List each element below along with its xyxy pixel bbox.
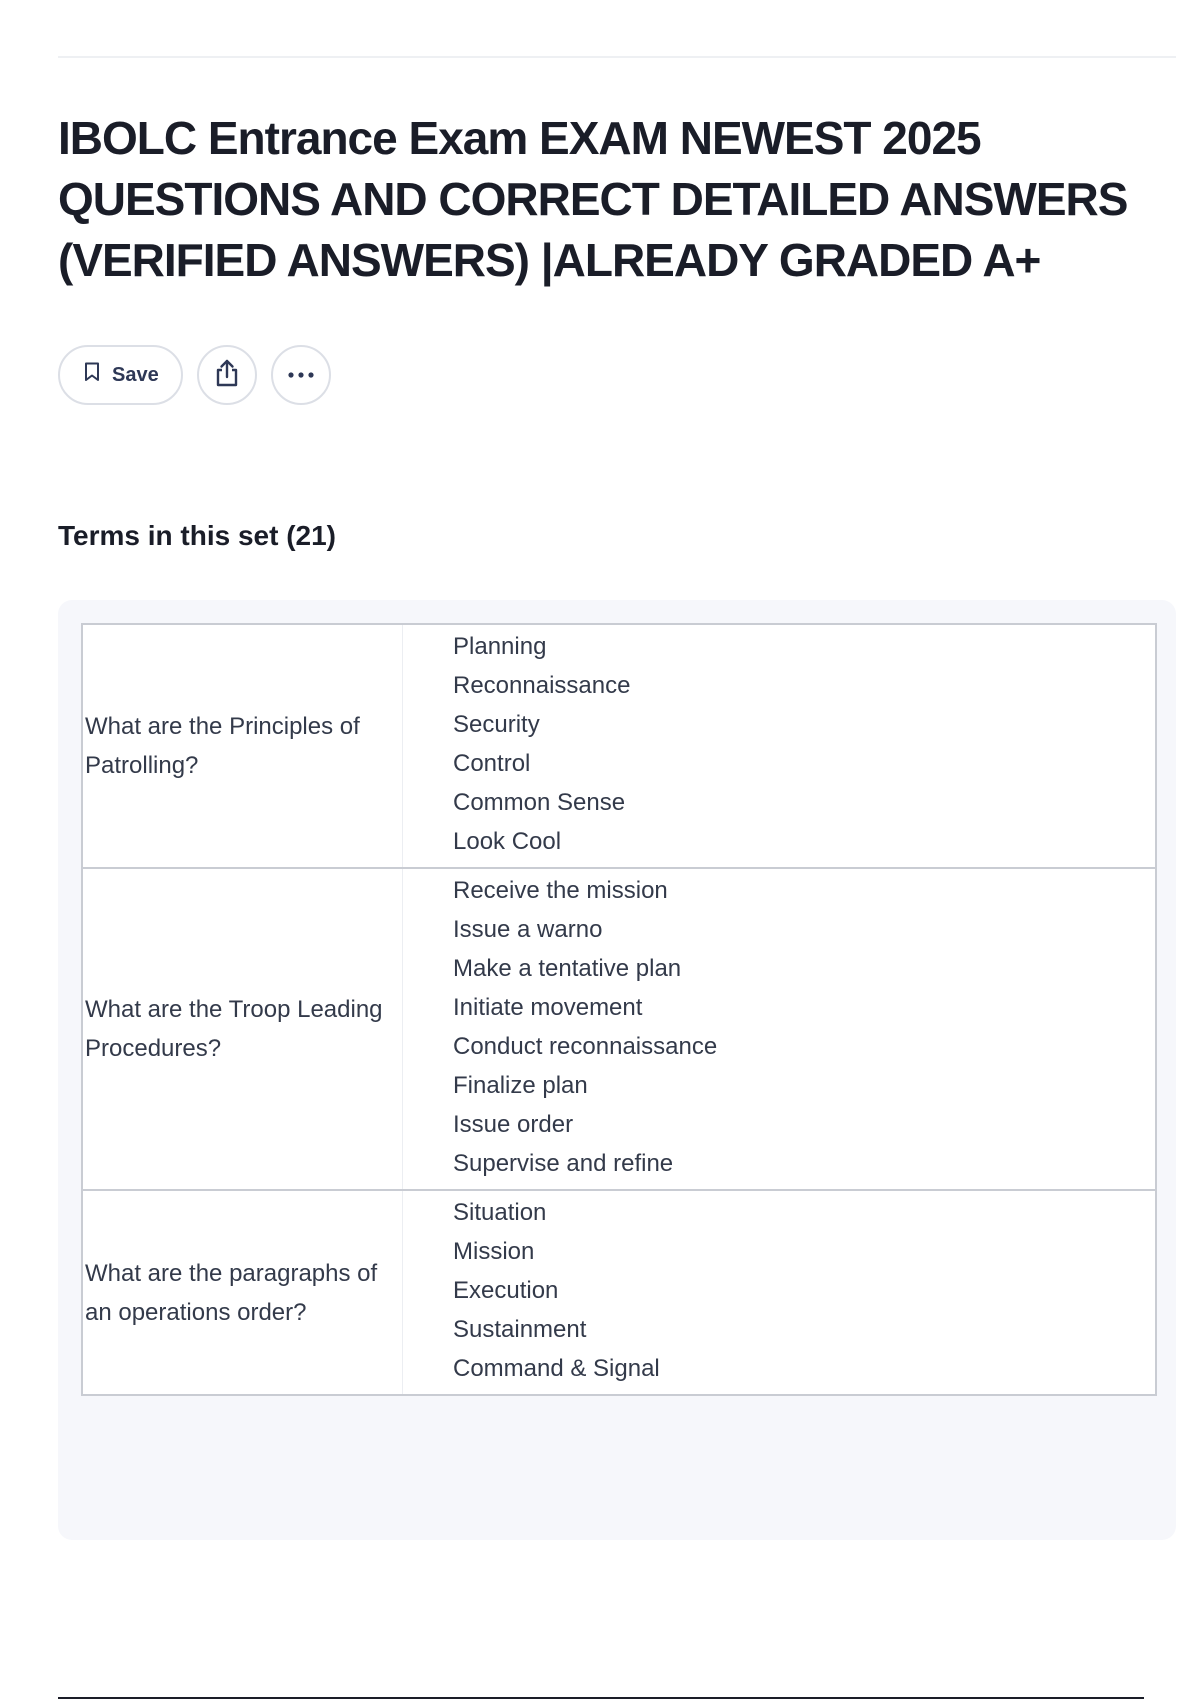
definition-line: Sustainment [453,1316,587,1343]
definition-line: Execution [453,1277,559,1304]
definition-line: Receive the mission [453,877,668,904]
term-text: What are the paragraphs of an operations order? [83,1191,403,1394]
action-bar [58,345,331,405]
definition-line: Planning [453,633,547,660]
definition-line: Command & Signal [453,1355,660,1382]
definition-line: Look Cool [453,828,562,855]
save-button-label: Save [112,363,159,386]
definition-line: Security [453,711,540,738]
top-divider [58,56,1176,58]
definition-line: Supervise and refine [453,1150,674,1177]
bottom-divider [58,1697,1144,1699]
definition-line: Make a tentative plan [453,955,682,982]
definition-text [403,1191,1155,1394]
bookmark-icon [84,362,100,388]
definition-line: Issue order [453,1111,574,1138]
definition-line: Mission [453,1238,535,1265]
term-row [83,1191,1155,1394]
definition-text [403,625,1155,867]
definition-line: Reconnaissance [453,672,631,699]
save-button[interactable] [58,345,183,405]
terms-heading: Terms in this set (21) [58,520,337,551]
page-title: IBOLC Entrance Exam EXAM NEWEST 2025 QUESTIONS AND CORRECT DETAILED ANSWERS (VERIFIED ANSWERS) |ALREADY GRADED A+ [58,112,1128,286]
term-text: What are the Troop Leading Procedures? [83,869,403,1189]
term-text: What are the Principles of Patrolling? [83,625,403,867]
definition-text [403,869,1155,1189]
definition-line: Conduct reconnaissance [453,1033,718,1060]
term-row [83,625,1155,869]
definition-line: Common Sense [453,789,626,816]
more-options-button[interactable] [271,345,331,405]
share-button[interactable] [197,345,257,405]
definition-line: Control [453,750,531,777]
term-row [83,869,1155,1191]
definition-line: Finalize plan [453,1072,588,1099]
terms-table [81,623,1157,1396]
more-icon [286,366,316,384]
definition-line: Issue a warno [453,916,603,943]
definition-line: Initiate movement [453,994,643,1021]
share-icon [214,358,240,393]
definition-line: Situation [453,1199,547,1226]
